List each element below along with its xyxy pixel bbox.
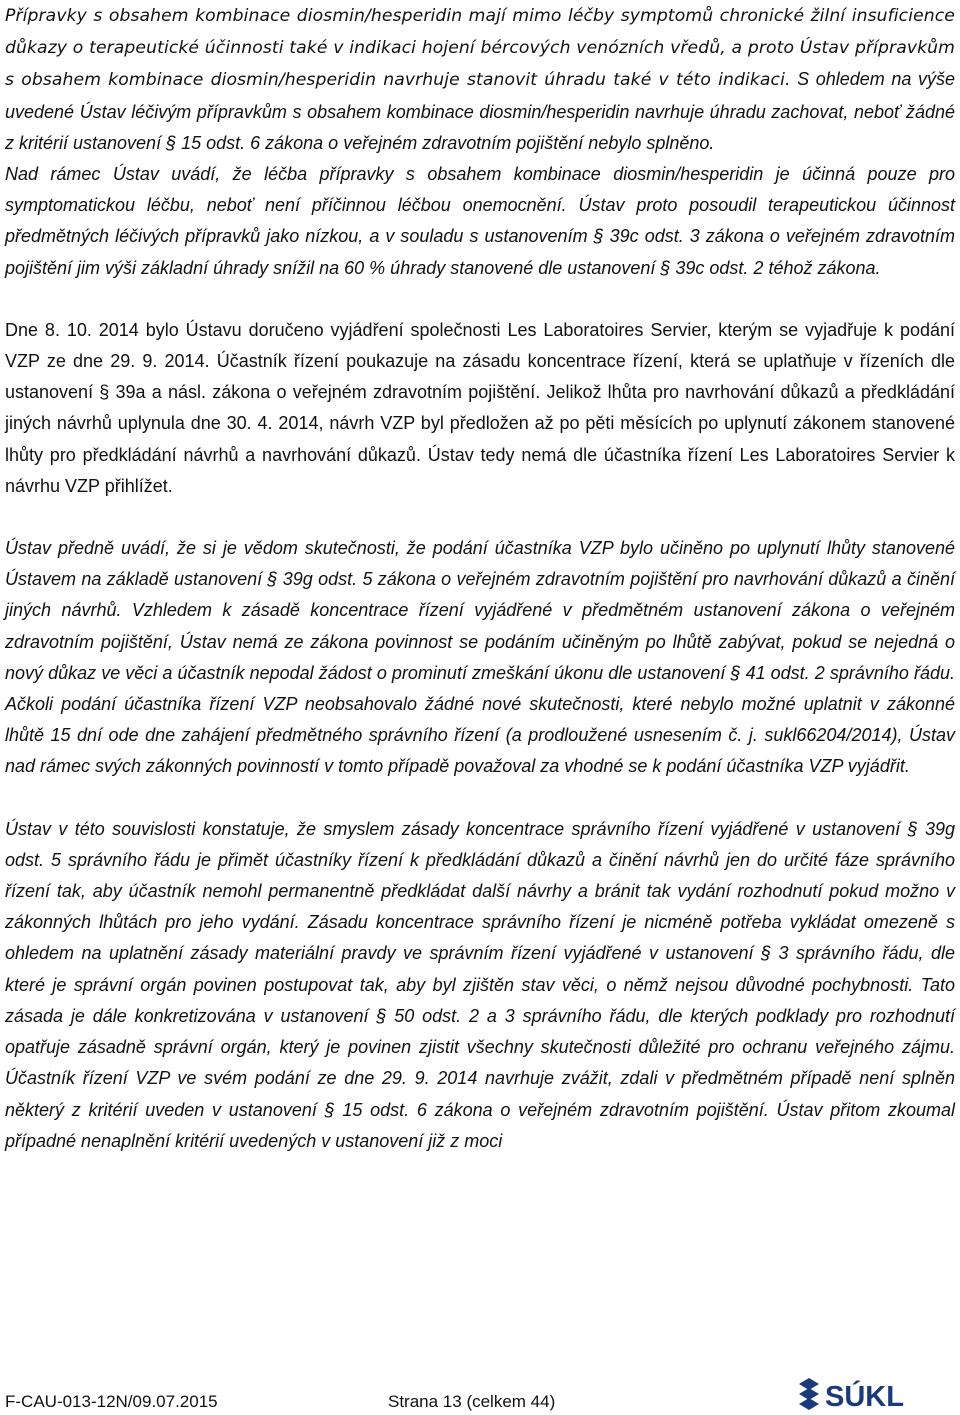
- document-body: [5, 0, 955, 1157]
- paragraph-4: Ústav předně uvádí, že si je vědom skutečnosti, že podání účastníka VZP bylo učiněno po uplynutí lhůty stanovené Ústavem na základě ustanovení § 39g odst. 5 zákona o veřejném zdravotním pojištění pro navrhování důkazů a činění jiných návrhů. Vzhledem k zásadě koncentrace řízení vyjádřené v předmětném ustanovení zákona o veřejném zdravotním pojištění, Ústav nemá ze zákona povinnost se podáním učiněným po lhůtě zabývat, pokud se nejedná o nový důkaz ve věci a účastník nepodal žádost o prominutí zmeškání úkonu dle ustanovení § 41 odst. 2 správního řádu. Ačkoli podání účastníka řízení VZP neobsahovalo žádné nové skutečnosti, které nebylo možné uplatnit v zákonné lhůtě 15 dní ode dne zahájení předmětného správního řízení (a prodloužené usnesením č. j. sukl66204/2014), Ústav nad rámec svých zákonných povinností v tomto případě považoval za vhodné se k podání účastníka VZP vyjádřit.: [5, 538, 955, 777]
- paragraph-gap: [5, 502, 955, 533]
- paragraph-3: Dne 8. 10. 2014 bylo Ústavu doručeno vyjádření společnosti Les Laboratoires Servier, kterým se vyjadřuje k podání VZP ze dne 29. 9. 2014. Účastník řízení poukazuje na zásadu koncentrace řízení, která se uplatňuje v řízeních dle ustanovení § 39a a násl. zákona o veřejném zdravotním pojištění. Jelikož lhůta pro navrhování důkazů a předkládání jiných návrhů uplynula dne 30. 4. 2014, návrh VZP byl předložen až po pěti měsících po uplynutí zákonem stanovené lhůty pro předkládání návrhů a navrhování důkazů. Ústav tedy nemá dle účastníka řízení Les Laboratoires Servier k návrhu VZP přihlížet.: [5, 319, 955, 496]
- form-code: F-CAU-013-12N/09.07.2015: [5, 1392, 218, 1411]
- page-number: Strana 13 (celkem 44): [388, 1392, 556, 1411]
- page-footer: [5, 1381, 955, 1413]
- paragraph-5: Ústav v této souvislosti konstatuje, že smyslem zásady koncentrace správního řízení vyjádřené v ustanovení § 39g odst. 5 správního řádu je přimět účastníky řízení k předkládání důkazů a činění návrhů jen do určité fáze správního řízení tak, aby účastník nemohl permanentně předkládat další návrhy a bránit tak vydání rozhodnutí pokud možno v zákonných lhůtách pro jeho vydání. Zásadu koncentrace správního řízení je nicméně potřeba vykládat omezeně s ohledem na uplatnění zásady materiální pravdy ve správním řízení vyjádřené v ustanovení § 3 správního řádu, dle které je správní orgán povinen postupovat tak, aby byl zjištěn stav věci, o němž nejsou důvodné pochybnosti. Tato zásada je dále konkretizována v ustanovení § 50 odst. 2 a 3 správního řádu, dle kterých podklady pro rozhodnutí opatřuje zásadně správní orgán, který je povinen zjistit všechny skutečnosti důležité pro ochranu veřejného zájmu. Účastník řízení VZP ve svém podání ze dne 29. 9. 2014 navrhuje zvážit, zdali v předmětném případě není splněn některý z kritérií uveden v ustanovení § 15 odst. 6 zákona o veřejném zdravotním pojištění. Ústav přitom zkoumal případné nenaplnění kritérií uvedených v ustanovení již z moci: [5, 818, 955, 1151]
- paragraph-gap: [5, 783, 955, 814]
- paragraph-1: [5, 0, 955, 159]
- sukl-logo-text: SÚKL: [825, 1381, 904, 1413]
- paragraph-2: Nad rámec Ústav uvádí, že léčba přípravky s obsahem kombinace diosmin/hesperidin je účinná pouze pro symptomatickou léčbu, neboť není příčinnou léčbou onemocnění. Ústav proto posoudil terapeutickou účinnost předmětných léčivých přípravků jako nízkou, a v souladu s ustanovením § 39c odst. 3 zákona o veřejném zdravotním pojištění jim výši základní úhrady snížil na 60 % úhrady stanovené dle ustanovení § 39c odst. 2 téhož zákona.: [5, 164, 955, 278]
- sukl-logo: [795, 1374, 925, 1414]
- sukl-logo-mark: [799, 1378, 819, 1410]
- paragraph-1-part-b: S ohledem na výše uvedené Ústav léčivým přípravkům s obsahem kombinace diosmin/hesperidin navrhuje úhradu zachovat, neboť žádné z kritérií ustanovení § 15 odst. 6 zákona o veřejném zdravotním pojištění nebylo splněno.: [5, 69, 956, 153]
- paragraph-gap: [5, 284, 955, 315]
- paragraph-1-part-a: Přípravky s obsahem kombinace diosmin/hesperidin mají mimo léčby symptomů chronické žilní insuficience důkazy o terapeutické účinnosti také v indikaci hojení bércových venózních vředů, a proto Ústav přípravkům s obsahem kombinace diosmin/hesperidin navrhuje stanovit úhradu také v této indikaci.: [5, 6, 955, 91]
